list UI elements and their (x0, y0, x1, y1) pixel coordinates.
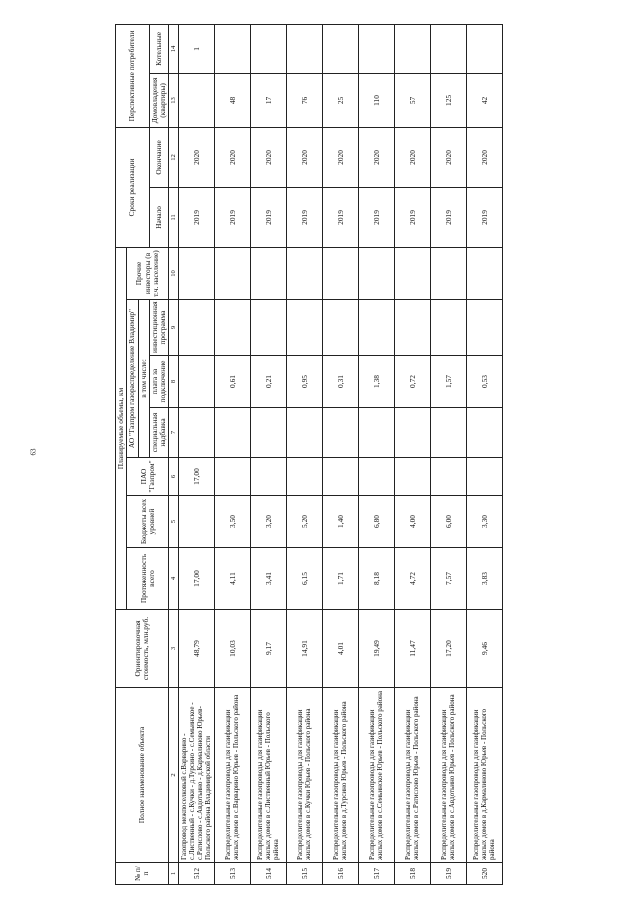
cell-length: 4,11 (215, 548, 251, 610)
cell-gazprom (323, 458, 359, 496)
cell-other (431, 247, 467, 299)
table-row (359, 24, 395, 884)
cell-start: 2019 (179, 187, 215, 247)
cell-start: 2019 (431, 187, 467, 247)
cell-name: Распределительные газопроводы для газификации жилых домов в с.Ратислово Юрьев - Польского района (395, 688, 431, 863)
cell-inv (287, 300, 323, 356)
cell-cost: 48,79 (179, 610, 215, 688)
cell-start: 2019 (215, 187, 251, 247)
cell-budget: 3,20 (251, 496, 287, 548)
cell-start: 2019 (467, 187, 503, 247)
cell-end: 2020 (323, 127, 359, 187)
header-planned: Планируемые объемы, км (116, 247, 127, 609)
cell-end: 2020 (179, 127, 215, 187)
column-index-cell: 7 (169, 408, 179, 458)
cell-length: 3,41 (251, 548, 287, 610)
cell-cost: 17,20 (431, 610, 467, 688)
column-index-cell: 1 (169, 863, 179, 885)
cell-name: Распределительные газопроводы для газификации жилых домов в д.Кармалиново Юрьев - Польского района (467, 688, 503, 863)
column-index-cell: 14 (169, 24, 179, 73)
cell-no: 512 (179, 863, 215, 885)
column-index-cell: 13 (169, 73, 179, 127)
cell-boilers (359, 24, 395, 73)
table-body (179, 24, 503, 884)
column-index-cell: 8 (169, 356, 179, 408)
cell-households: 110 (359, 73, 395, 127)
header-other: Прочие инвесторы (в т.ч. население) (127, 247, 169, 299)
cell-no: 517 (359, 863, 395, 885)
cell-length: 1,71 (323, 548, 359, 610)
cell-households: 57 (395, 73, 431, 127)
cell-households (179, 73, 215, 127)
cell-fee: 0,53 (467, 356, 503, 408)
cell-cost: 14,91 (287, 610, 323, 688)
table-row (323, 24, 359, 884)
header-length: Протяженность всего (127, 548, 169, 610)
cell-other (467, 247, 503, 299)
cell-length: 7,57 (431, 548, 467, 610)
cell-no: 519 (431, 863, 467, 885)
cell-budget: 4,00 (395, 496, 431, 548)
cell-special (395, 408, 431, 458)
cell-end: 2020 (215, 127, 251, 187)
cell-cost: 9,46 (467, 610, 503, 688)
cell-length: 3,83 (467, 548, 503, 610)
cell-special (215, 408, 251, 458)
cell-end: 2020 (287, 127, 323, 187)
page-number: 63 (29, 448, 38, 456)
cell-gazprom (467, 458, 503, 496)
cell-start: 2019 (395, 187, 431, 247)
column-index-cell: 12 (169, 127, 179, 187)
cell-households: 48 (215, 73, 251, 127)
header-special: специальная надбавка (149, 408, 169, 458)
cell-boilers (467, 24, 503, 73)
header-ao: АО "Газпром газораспределение Владимир" (127, 300, 138, 458)
table-row (467, 24, 503, 884)
cell-start: 2019 (323, 187, 359, 247)
table-row (287, 24, 323, 884)
gasification-table (115, 24, 503, 885)
cell-no: 516 (323, 863, 359, 885)
cell-name: Распределительные газопроводы для газификации жилых домов в с.Авдотьино Юрьев - Польского района (431, 688, 467, 863)
header-name: Полное наименование объекта (116, 688, 169, 863)
cell-gazprom: 17,00 (179, 458, 215, 496)
cell-length: 17,00 (179, 548, 215, 610)
cell-no: 520 (467, 863, 503, 885)
table-row (179, 24, 215, 884)
column-index-cell: 10 (169, 247, 179, 299)
cell-gazprom (215, 458, 251, 496)
cell-budget (179, 496, 215, 548)
cell-no: 514 (251, 863, 287, 885)
cell-budget: 3,30 (467, 496, 503, 548)
cell-length: 6,15 (287, 548, 323, 610)
cell-households: 125 (431, 73, 467, 127)
cell-special (431, 408, 467, 458)
column-index-cell: 2 (169, 688, 179, 863)
column-index-cell: 11 (169, 187, 179, 247)
cell-name: Распределительные газопроводы для газификации жилых домов в с.Варварино Юрьев - Польского района (215, 688, 251, 863)
cell-cost: 10,03 (215, 610, 251, 688)
header-boilers: Котельные (149, 24, 169, 73)
cell-inv (251, 300, 287, 356)
cell-name: Газопровод межпоселковый с.Варварино - с.Лиственный - с.Кучки - д.Турсино - с.Семьинское - с.Ратислово - с.Авдотьино - д.Кармалиново Юрьев-Польского района Владимирской области (179, 688, 215, 863)
cell-households: 42 (467, 73, 503, 127)
cell-fee: 1,38 (359, 356, 395, 408)
cell-households: 76 (287, 73, 323, 127)
cell-boilers (251, 24, 287, 73)
cell-inv (215, 300, 251, 356)
cell-no: 518 (395, 863, 431, 885)
cell-start: 2019 (287, 187, 323, 247)
cell-other (179, 247, 215, 299)
header-incl: в том числе: (138, 300, 149, 458)
cell-inv (467, 300, 503, 356)
cell-other (251, 247, 287, 299)
cell-fee: 0,21 (251, 356, 287, 408)
cell-special (467, 408, 503, 458)
column-index-cell: 3 (169, 610, 179, 688)
cell-gazprom (287, 458, 323, 496)
header-households: Домовладения (квартиры) (149, 73, 169, 127)
cell-special (251, 408, 287, 458)
cell-no: 513 (215, 863, 251, 885)
cell-cost: 4,01 (323, 610, 359, 688)
cell-name: Распределительные газопроводы для газификации жилых домов в с.Семьинское Юрьев - Польского района (359, 688, 395, 863)
header-fee: плата за подключение (149, 356, 169, 408)
cell-end: 2020 (395, 127, 431, 187)
cell-start: 2019 (359, 187, 395, 247)
cell-budget: 3,50 (215, 496, 251, 548)
cell-gazprom (359, 458, 395, 496)
cell-fee: 0,61 (215, 356, 251, 408)
cell-fee: 0,31 (323, 356, 359, 408)
cell-name: Распределительные газопроводы для газификации жилых домов в д.Турсино Юрьев - Польского района (323, 688, 359, 863)
cell-end: 2020 (251, 127, 287, 187)
header-terms: Сроки реализации (116, 127, 150, 247)
cell-inv (359, 300, 395, 356)
cell-other (323, 247, 359, 299)
cell-budget: 5,20 (287, 496, 323, 548)
cell-boilers (395, 24, 431, 73)
cell-fee: 0,72 (395, 356, 431, 408)
cell-cost: 19,49 (359, 610, 395, 688)
column-index-cell: 6 (169, 458, 179, 496)
column-index-cell: 4 (169, 548, 179, 610)
cell-special (287, 408, 323, 458)
column-index-cell: 9 (169, 300, 179, 356)
cell-budget: 1,40 (323, 496, 359, 548)
cell-special (179, 408, 215, 458)
cell-boilers (431, 24, 467, 73)
cell-boilers: 1 (179, 24, 215, 73)
cell-budget: 6,80 (359, 496, 395, 548)
header-start: Начало (149, 187, 169, 247)
cell-households: 17 (251, 73, 287, 127)
cell-end: 2020 (431, 127, 467, 187)
cell-households: 25 (323, 73, 359, 127)
cell-special (323, 408, 359, 458)
cell-no: 515 (287, 863, 323, 885)
cell-gazprom (251, 458, 287, 496)
cell-fee: 0,95 (287, 356, 323, 408)
cell-fee: 1,57 (431, 356, 467, 408)
cell-budget: 6,00 (431, 496, 467, 548)
cell-name: Распределительные газопроводы для газификации жилых домов в с.Лиственный Юрьев - Польского района (251, 688, 287, 863)
cell-length: 4,72 (395, 548, 431, 610)
cell-start: 2019 (251, 187, 287, 247)
table-row (431, 24, 467, 884)
cell-other (395, 247, 431, 299)
header-inv: инвестиционная программа (149, 300, 169, 356)
header-end: Окончание (149, 127, 169, 187)
cell-name: Распределительные газопроводы для газификации жилых домов в с.Кучки Юрьев - Польского района (287, 688, 323, 863)
cell-special (359, 408, 395, 458)
cell-gazprom (395, 458, 431, 496)
cell-fee (179, 356, 215, 408)
cell-cost: 9,17 (251, 610, 287, 688)
cell-other (287, 247, 323, 299)
column-index-cell: 5 (169, 496, 179, 548)
cell-length: 8,18 (359, 548, 395, 610)
table-row (395, 24, 431, 884)
cell-end: 2020 (467, 127, 503, 187)
cell-inv (179, 300, 215, 356)
cell-end: 2020 (359, 127, 395, 187)
cell-boilers (215, 24, 251, 73)
cell-inv (431, 300, 467, 356)
header-consumers: Перспективные потребители (116, 24, 150, 127)
cell-other (359, 247, 395, 299)
header-cost: Ориентировочная стоимость, млн.руб. (116, 610, 169, 688)
rotated-table-container (115, 25, 535, 885)
header-no: № п/п (116, 863, 169, 885)
cell-other (215, 247, 251, 299)
column-index-row (169, 24, 179, 884)
table-row (251, 24, 287, 884)
cell-cost: 11,47 (395, 610, 431, 688)
header-budget: Бюджеты всех уровней (127, 496, 169, 548)
table-row (215, 24, 251, 884)
cell-boilers (323, 24, 359, 73)
cell-inv (395, 300, 431, 356)
header-gazprom: ПАО "Газпром" (127, 458, 169, 496)
cell-gazprom (431, 458, 467, 496)
cell-inv (323, 300, 359, 356)
cell-boilers (287, 24, 323, 73)
